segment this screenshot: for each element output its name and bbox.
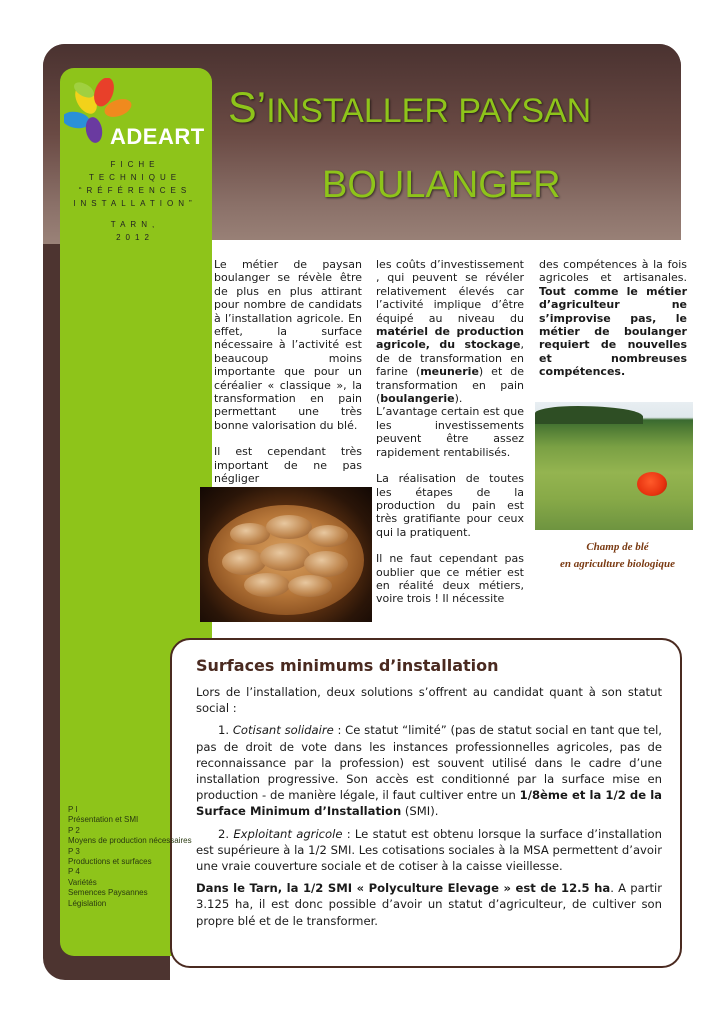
- toc-item: P 4: [68, 867, 80, 877]
- paragraph: La réalisation de toutes les étapes de la production du pain est très gratifiante pour ceux qui la pratiquent.: [376, 472, 524, 539]
- toc-item: Législation: [68, 898, 107, 908]
- photo-caption: Champ de blé en agriculture biologique: [560, 541, 675, 570]
- info-box-title: Surfaces minimums d’installation: [196, 656, 499, 675]
- fiche-technique-label: FICHE TECHNIQUE “RÉFÉRENCES INSTALLATION”: [73, 160, 197, 208]
- page-title-line1: S’INSTALLER PAYSAN: [228, 84, 592, 132]
- page-title-line2: BOULANGER: [322, 164, 561, 206]
- paragraph: Dans le Tarn, la 1/2 SMI « Polyculture Elevage » est de 12.5 ha. A partir 3.125 ha, il est donc possible d’avoir un statut d’agriculteur, de cultiver son propre blé et de le transformer.: [196, 881, 662, 928]
- wheat-field-photo: [535, 402, 693, 530]
- toc-item: Moyens de production nécessaires: [68, 836, 192, 846]
- bread-basket-photo: [200, 487, 372, 622]
- toc-item: Productions et surfaces: [68, 857, 152, 867]
- text-column-2: [376, 258, 524, 619]
- paragraph: 2. Exploitant agricole : Le statut est obtenu lorsque la surface d’installation est supérieure à la 1/2 SMI. Les cotisations sociales à la MSA permettent d’avoir une vraie couverture sociale et de cotiser à la caisse vieillesse.: [196, 826, 662, 874]
- toc-item: P 3: [68, 846, 80, 856]
- paragraph: Lors de l’installation, deux solutions s’offrent au candidat quant à son statut social :: [196, 685, 662, 716]
- toc-item: P 2: [68, 825, 80, 835]
- logo-wordmark: ADEART: [110, 124, 205, 149]
- text-column-3: [539, 258, 687, 392]
- paragraph: les coûts d’investissement , qui peuvent se révéler relativement élevés car l’activité implique d’être équipé au niveau du matériel de production agricole, du stockage, de de transformation en farine (meunerie) et de transformation en pain (boulangerie). L’avantage certain est que les investissements peuvent être assez rapidement rentabilisés.: [376, 258, 524, 459]
- toc-item: Variétés: [68, 877, 97, 887]
- paragraph: Il ne faut cependant pas oublier que ce métier est en réalité deux métiers, voire trois ! Il nécessite: [376, 552, 524, 606]
- text-column-1: [214, 258, 362, 499]
- paragraph: Le métier de paysan boulanger se révèle être de plus en plus attirant pour nombre de candidats à l’installation agricole. En effet, la surface nécessaire à l’activité est beaucoup moins importante que pour un céréalier « classique », la transformation en pain permettant une très bonne valorisation du blé.: [214, 258, 362, 432]
- table-of-contents: [68, 805, 208, 909]
- info-box-text: [196, 684, 662, 935]
- toc-item: Présentation et SMI: [68, 815, 139, 825]
- toc-item: Semences Paysannes: [68, 888, 148, 898]
- paragraph: Il est cependant très important de ne pas négliger: [214, 445, 362, 486]
- toc-item: P I: [68, 805, 78, 814]
- date-label: TARN, 2012: [110, 220, 160, 242]
- paragraph: 1. Cotisant solidaire : Ce statut “limité” (pas de statut social en tant que tel, pas de droit de vote dans les instances professionnelles agricoles, pas de reconnaissance par la profession) est souvent utilisé dans le cadre d’une installation progressive. Son accès est conditionné par la surface mise en production - de manière légale, il faut cultiver entre un 1/8ème et la 1/2 de la Surface Minimum d’Installation (SMI).: [196, 723, 662, 819]
- paragraph: des compétences à la fois agricoles et artisanales. Tout comme le métier d’agriculteur ne s’improvise pas, le métier de boulanger requiert de nouvelles et nombreuses compétences.: [539, 258, 687, 379]
